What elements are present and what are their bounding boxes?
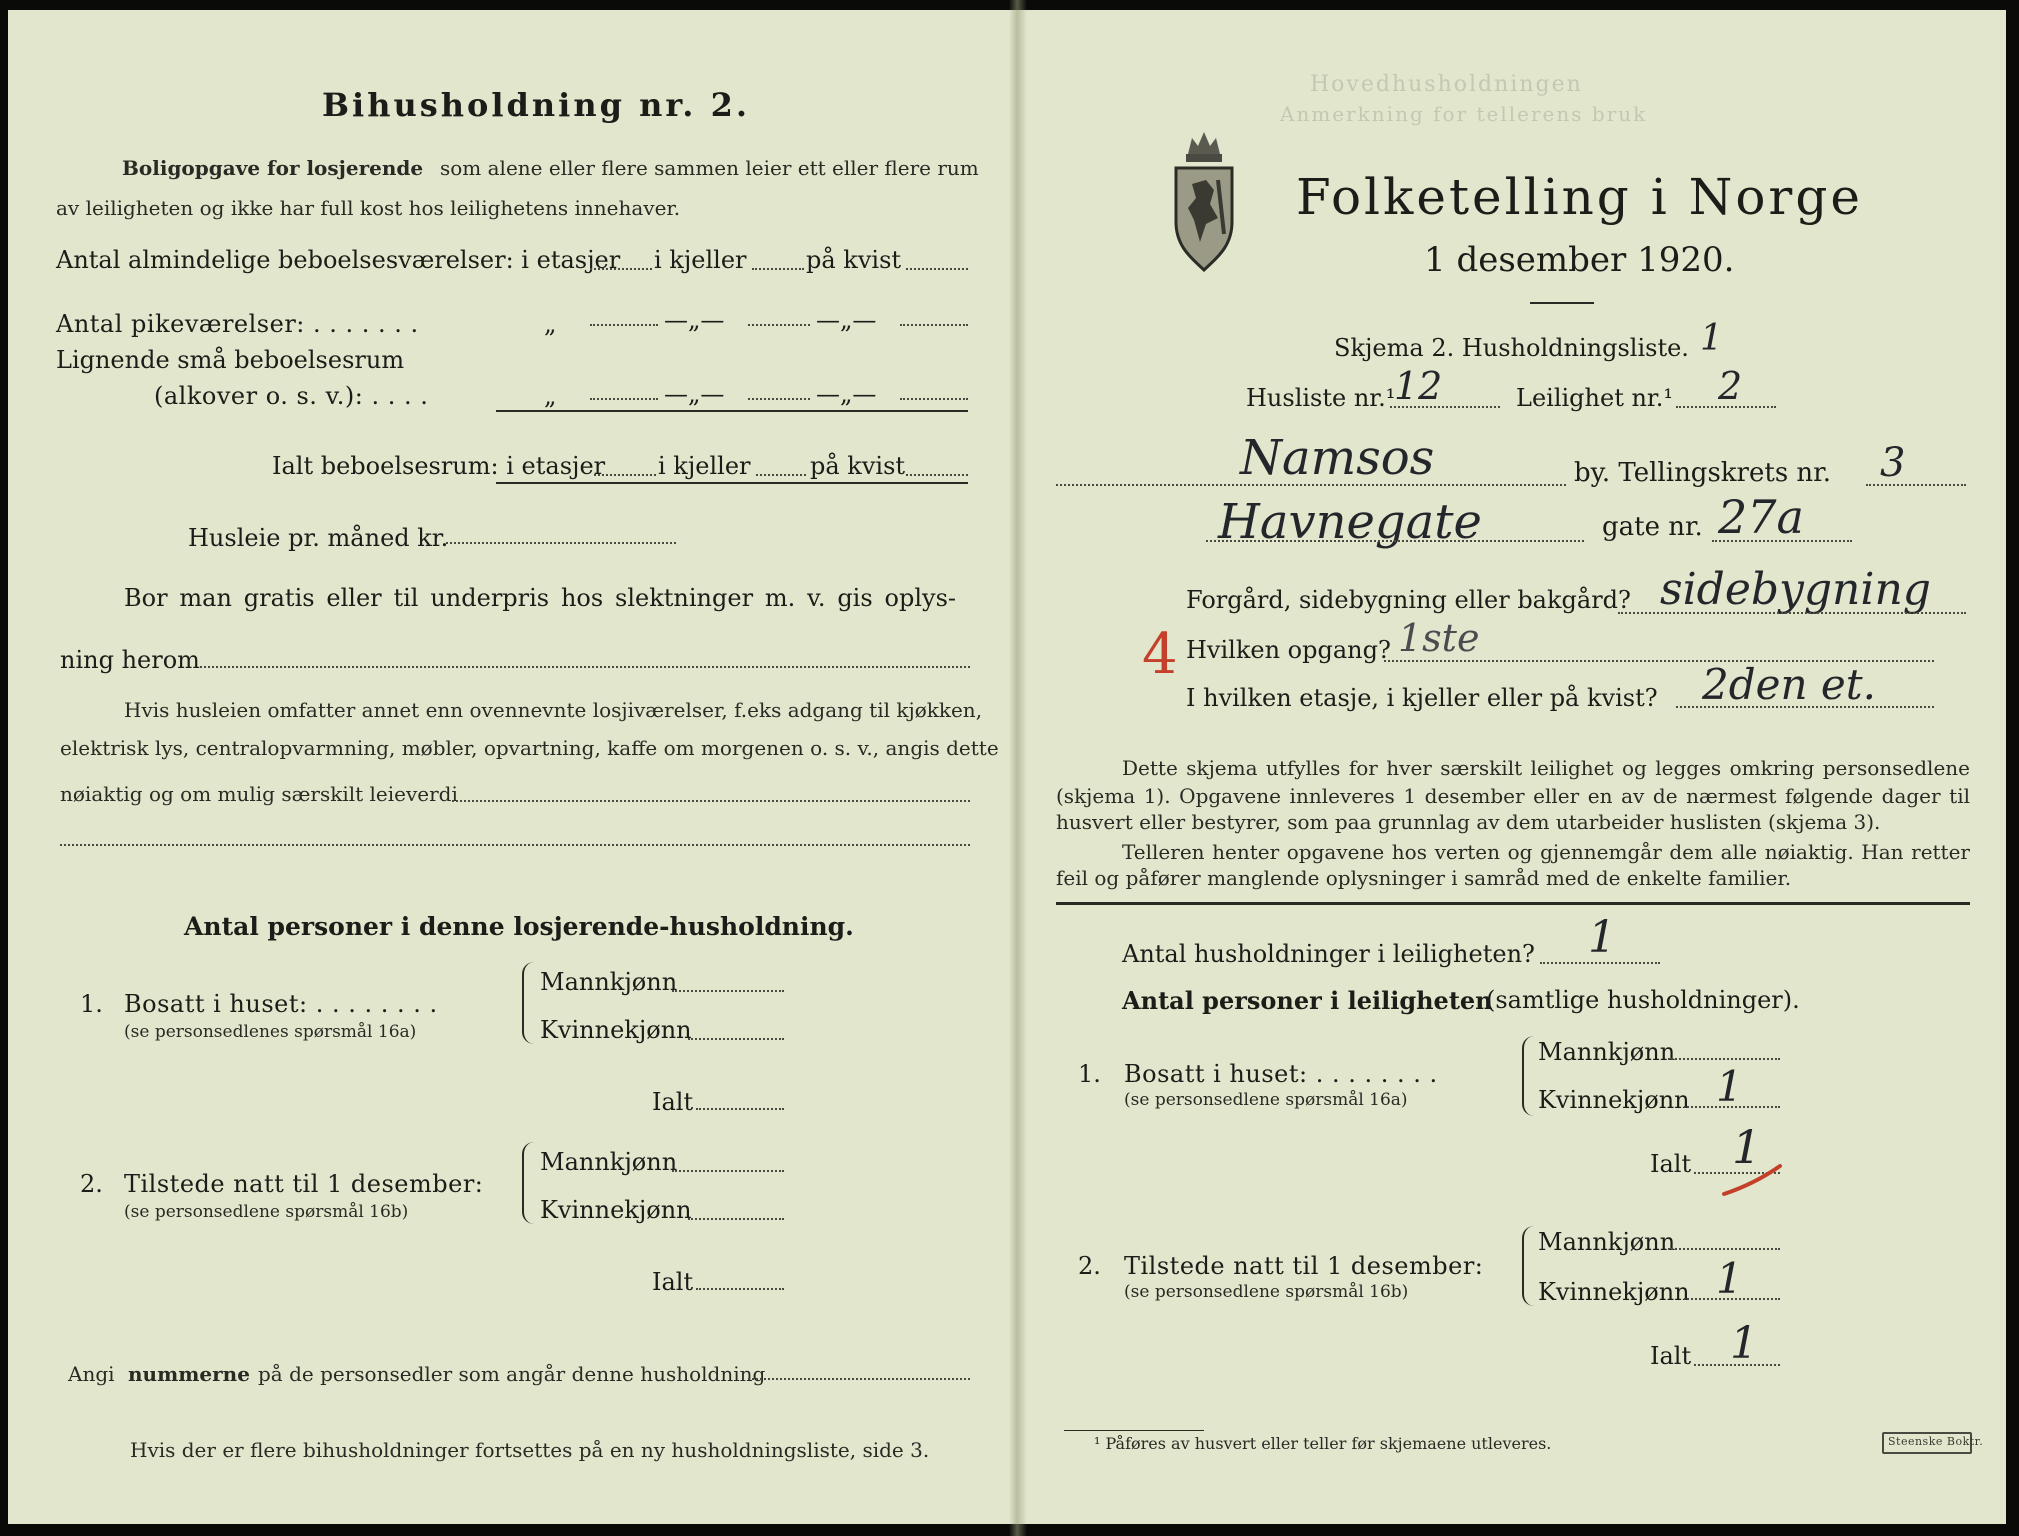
small-cellar-line	[748, 398, 810, 400]
etasje-line	[1676, 706, 1934, 708]
left-q2-brace	[522, 1142, 534, 1224]
total-attic-line	[906, 474, 968, 476]
left-q2-number: 2.	[80, 1170, 103, 1198]
households-line	[1540, 962, 1660, 964]
right-q1-male-label: Mannkjønn	[1538, 1038, 1676, 1066]
footnote-rule	[1064, 1430, 1204, 1431]
coat-of-arms-icon	[1170, 124, 1238, 274]
note-line1: Hvis husleien omfatter annet enn ovennevnte losjiværelser, f.eks adgang til kjøkken,	[124, 698, 983, 722]
small-dash-1: —„—	[664, 380, 725, 408]
numbers-label-c: på de personsedler som angår denne husholdning	[258, 1362, 766, 1386]
right-q1-label: Bosatt i huset: . . . . . . . .	[1124, 1060, 1438, 1088]
gate-line	[1712, 540, 1852, 542]
right-q2-female-label: Kvinnekjønn	[1538, 1278, 1690, 1306]
free-line1: Bor man gratis eller til underpris hos slektninger m. v. gis oplys-	[124, 584, 956, 612]
census-date: 1 desember 1920.	[1424, 240, 1735, 280]
left-q1-male-label: Mannkjønn	[540, 968, 678, 996]
free-line	[200, 666, 970, 668]
small-floor-line	[590, 398, 658, 400]
note-line3-dots	[452, 800, 970, 802]
forgard-label: Forgård, sidebygning eller bakgård?	[1186, 586, 1631, 614]
left-q2-total-line	[696, 1288, 784, 1290]
maid-dash-1: —„—	[664, 306, 725, 334]
krets-value[interactable]: 3	[1880, 440, 1906, 486]
by-tellingskrets-label: by. Tellingskrets nr.	[1574, 458, 1832, 488]
right-q1-total-label: Ialt	[1650, 1150, 1692, 1178]
husliste-label: Husliste nr.¹	[1246, 384, 1396, 412]
rooms-label: Antal almindelige beboelsesværelser: i etasjer	[56, 246, 621, 274]
schema-value[interactable]: 1	[1700, 318, 1723, 359]
right-q2-label: Tilstede natt til 1 desember:	[1124, 1252, 1484, 1280]
note-extra-line	[60, 844, 970, 846]
scan-border-left	[0, 0, 8, 1536]
right-q1-female-label: Kvinnekjønn	[1538, 1086, 1690, 1114]
rooms-cellar-line	[752, 268, 804, 270]
instructions-rule	[1056, 902, 1970, 905]
right-q1-female-line	[1684, 1106, 1780, 1108]
households-label: Antal husholdninger i leiligheten?	[1122, 940, 1535, 968]
left-q1-total-line	[696, 1108, 784, 1110]
numbers-label-a: Angi	[68, 1362, 115, 1386]
schema-label: Skjema 2. Husholdningsliste.	[1334, 334, 1689, 362]
small-rooms-line2: (alkover o. s. v.): . . . .	[154, 382, 429, 410]
total-rooms-rule	[496, 482, 968, 484]
printer-stamp-text: Steenske Boktr.	[1888, 1435, 1984, 1448]
left-q2-sub: (se personsedlene spørsmål 16b)	[124, 1202, 409, 1222]
right-q1-brace	[1522, 1036, 1534, 1116]
krets-line	[1866, 484, 1966, 486]
right-title: Folketelling i Norge	[1296, 168, 1863, 226]
leilighet-line	[1676, 406, 1776, 408]
total-cellar-line	[756, 474, 806, 476]
left-persons-heading: Antal personer i denne losjerende-husholdning.	[184, 912, 854, 941]
etasje-label: I hvilken etasje, i kjeller eller på kvist?	[1186, 684, 1658, 712]
left-q1-number: 1.	[80, 990, 103, 1018]
left-q1-brace	[522, 962, 534, 1044]
total-floor-line	[594, 474, 656, 476]
city-line	[1056, 484, 1566, 486]
scan-border-right	[2006, 0, 2019, 1536]
instruction-p1-line2: (skjema 1). Opgavene innleveres 1 desember eller en av de nærmest følgende dager til	[1056, 784, 1970, 808]
instruction-p1-line3: husvert eller bestyrer, som paa grunnlag av dem utarbeider huslisten (skjema 3).	[1056, 810, 1881, 834]
left-q1-female-line	[688, 1038, 784, 1040]
forgard-value[interactable]: sidebygning	[1660, 564, 1931, 615]
forgard-line	[1618, 612, 1966, 614]
left-q2-label: Tilstede natt til 1 desember:	[124, 1170, 484, 1198]
footnote: ¹ Påføres av husvert eller teller før skjemaene utleveres.	[1094, 1434, 1552, 1453]
street-value[interactable]: Havnegate	[1218, 494, 1482, 550]
rent-line	[446, 542, 676, 544]
total-attic-label: på kvist	[810, 452, 906, 480]
small-rooms-quote: „	[544, 382, 557, 410]
left-q2-total-label: Ialt	[652, 1268, 694, 1296]
leilighet-label: Leilighet nr.¹	[1516, 384, 1674, 412]
right-q1-female-value[interactable]: 1	[1716, 1062, 1743, 1111]
intro-bold: Boligopgave for losjerende	[122, 156, 424, 180]
maid-cellar-line	[748, 324, 810, 326]
rooms-attic-label: på kvist	[806, 246, 902, 274]
instruction-p1-line1: Dette skjema utfylles for hver særskilt leilighet og legges omkring personsedlene	[1122, 756, 1970, 780]
maid-dash-2: —„—	[816, 306, 877, 334]
total-rooms-label: Ialt beboelsesrum: i etasjer	[272, 452, 606, 480]
right-q2-brace	[1522, 1226, 1534, 1306]
etasje-value[interactable]: 2den et.	[1702, 660, 1876, 709]
left-q1-female-label: Kvinnekjønn	[540, 1016, 692, 1044]
right-q1-total-value[interactable]: 1	[1732, 1120, 1762, 1174]
maid-floor-line	[590, 324, 658, 326]
left-q1-sub: (se personsedlenes spørsmål 16a)	[124, 1022, 417, 1042]
faint-header-line1: Hovedhusholdningen	[1310, 72, 1583, 97]
gate-value[interactable]: 27a	[1718, 490, 1804, 544]
right-q2-male-label: Mannkjønn	[1538, 1228, 1676, 1256]
right-q2-number: 2.	[1078, 1252, 1101, 1280]
rent-label: Husleie pr. måned kr.	[188, 524, 449, 552]
note-line2: elektrisk lys, centralopvarmning, møbler, opvartning, kaffe om morgenen o. s. v., angis dette	[60, 736, 999, 760]
city-value[interactable]: Namsos	[1240, 430, 1435, 486]
instruction-p2-line1: Telleren henter opgavene hos verten og gjennemgår dem alle nøiaktig. Han retter	[1122, 840, 1970, 864]
street-line	[1206, 540, 1584, 542]
left-q2-female-label: Kvinnekjønn	[540, 1196, 692, 1224]
page-fold	[1009, 0, 1027, 1536]
leilighet-value[interactable]: 2	[1718, 364, 1743, 408]
right-persons-heading-rest: (samtlige husholdninger).	[1486, 986, 1800, 1014]
left-q1-label: Bosatt i huset: . . . . . . . .	[124, 990, 438, 1018]
small-attic-line	[900, 398, 968, 400]
total-cellar-label: i kjeller	[658, 452, 751, 480]
rooms-cellar-label: i kjeller	[654, 246, 747, 274]
gate-label: gate nr.	[1602, 512, 1703, 542]
left-q1-total-label: Ialt	[652, 1088, 694, 1116]
right-q2-total-line	[1694, 1364, 1780, 1366]
opgang-label: Hvilken opgang?	[1186, 636, 1391, 664]
households-value[interactable]: 1	[1588, 912, 1616, 963]
instruction-p2-line2: feil og påfører manglende oplysninger i samråd med de enkelte familier.	[1056, 866, 1792, 890]
numbers-line	[748, 1378, 970, 1380]
right-q2-sub: (se personsedlene spørsmål 16b)	[1124, 1282, 1409, 1302]
right-persons-heading: Antal personer i leiligheten	[1122, 986, 1493, 1015]
small-rooms-line1: Lignende små beboelsesrum	[56, 346, 405, 374]
note-line3: nøiaktig og om mulig særskilt leieverdi	[60, 782, 458, 806]
left-q2-female-line	[688, 1218, 784, 1220]
right-q1-number: 1.	[1078, 1060, 1101, 1088]
right-q1-sub: (se personsedlene spørsmål 16a)	[1124, 1090, 1408, 1110]
husliste-line	[1390, 406, 1500, 408]
rooms-attic-line	[906, 268, 968, 270]
right-q1-male-line	[1668, 1058, 1780, 1060]
small-dash-2: —„—	[816, 380, 877, 408]
title-rule	[1530, 302, 1594, 304]
rooms-floor-line	[590, 268, 652, 270]
right-q2-female-line	[1684, 1298, 1780, 1300]
right-q2-male-line	[1668, 1248, 1780, 1250]
left-footer: Hvis der er flere bihusholdninger fortsettes på en ny husholdningsliste, side 3.	[130, 1438, 930, 1462]
rooms-sum-rule	[496, 410, 968, 412]
right-q2-total-label: Ialt	[1650, 1342, 1692, 1370]
numbers-label-bold: nummerne	[128, 1362, 250, 1386]
opgang-value[interactable]: 1ste	[1398, 616, 1480, 660]
left-title: Bihusholdning nr. 2.	[322, 86, 750, 124]
maid-rooms-quote: „	[544, 310, 557, 338]
left-q1-male-line	[672, 990, 784, 992]
left-q2-male-label: Mannkjønn	[540, 1148, 678, 1176]
printer-stamp	[1882, 1432, 1984, 1454]
red-marker: 4	[1142, 622, 1178, 687]
intro-line1: som alene eller flere sammen leier ett eller flere rum	[440, 156, 979, 180]
intro-line2: av leiligheten og ikke har full kost hos leilighetens innehaver.	[56, 196, 681, 220]
right-q2-total-value[interactable]: 1	[1730, 1318, 1758, 1369]
left-q2-male-line	[672, 1170, 784, 1172]
maid-attic-line	[900, 324, 968, 326]
maid-rooms-label: Antal pikeværelser: . . . . . . .	[56, 310, 419, 338]
faint-header-line2: Anmerkning for tellerens bruk	[1280, 102, 1648, 126]
free-line2: ning herom	[60, 646, 200, 674]
red-checkmark-icon	[1720, 1160, 1784, 1200]
husliste-value[interactable]: 12	[1394, 364, 1443, 408]
right-q2-female-value[interactable]: 1	[1716, 1254, 1743, 1303]
